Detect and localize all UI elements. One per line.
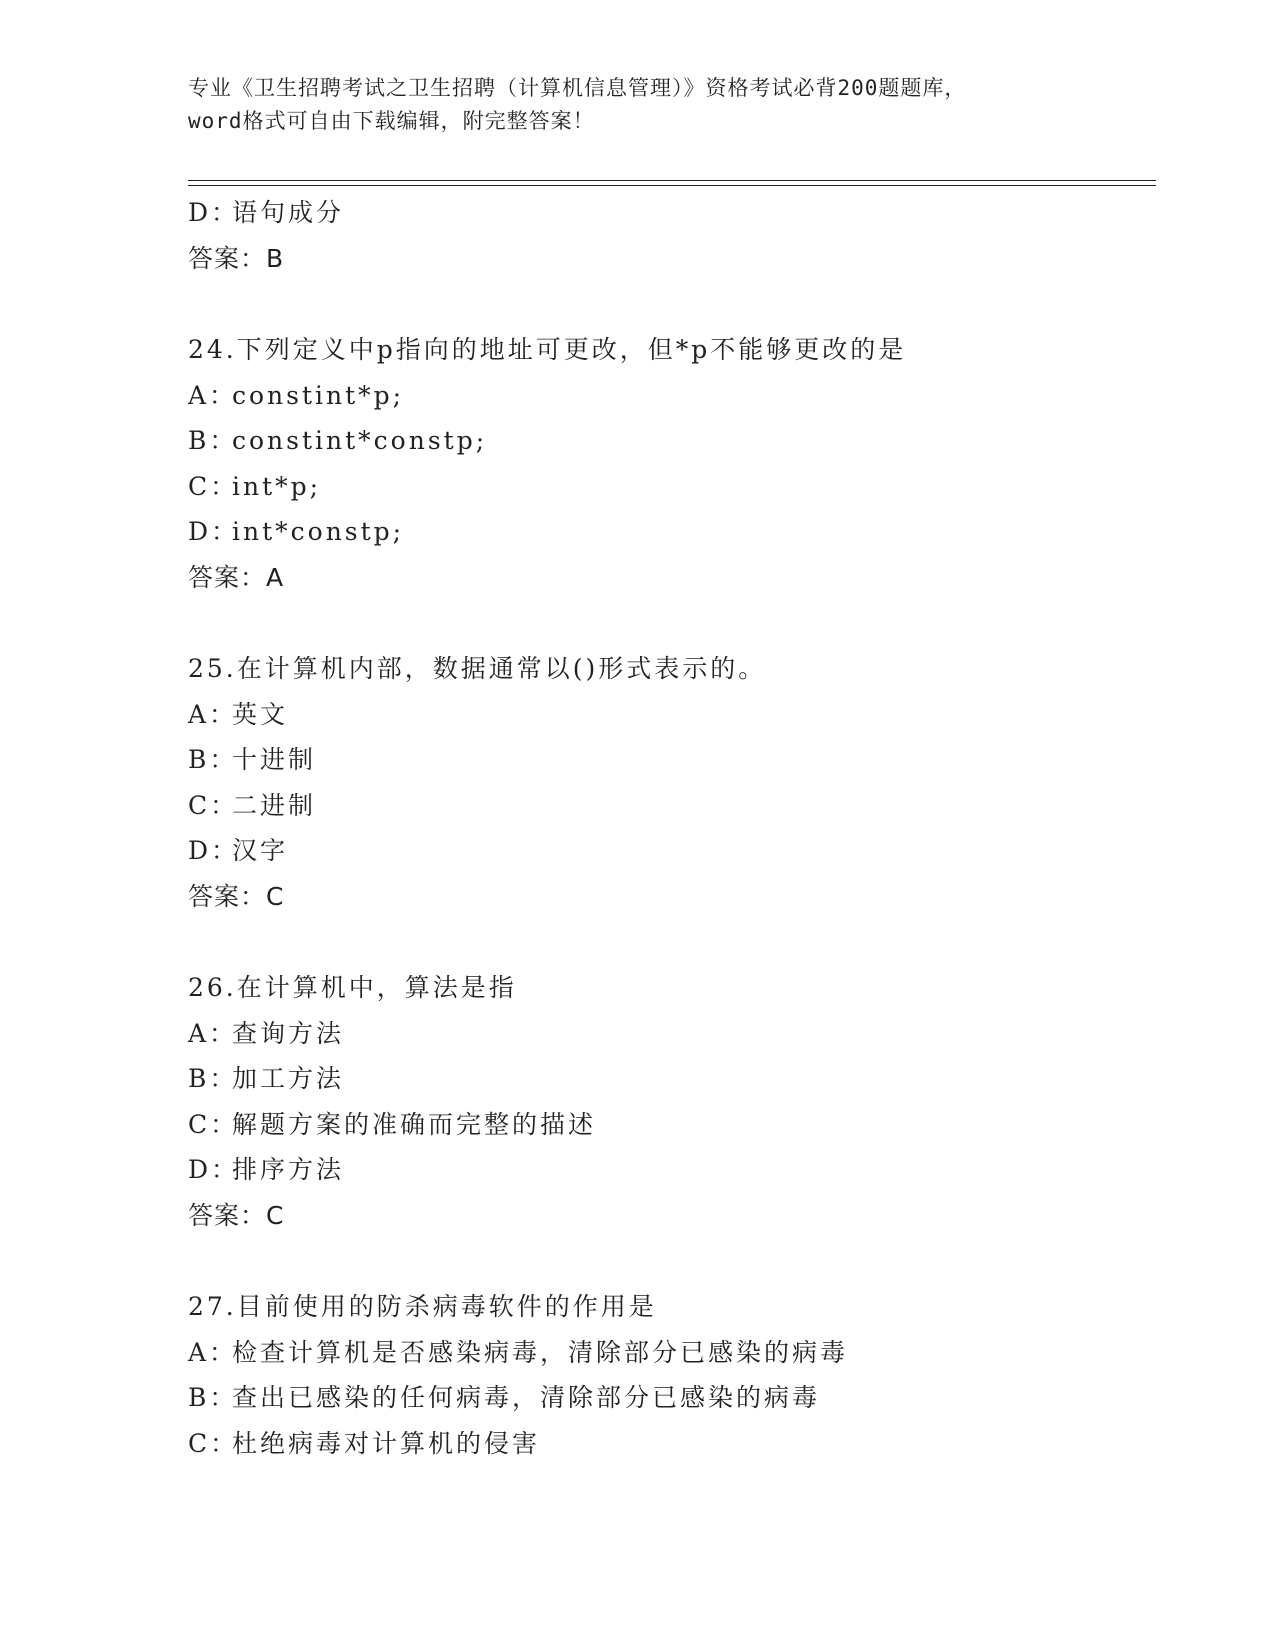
option-label: D： (188, 836, 240, 865)
option-text: 语句成分 (232, 198, 345, 227)
question-block-24 (188, 327, 1156, 600)
option-row (188, 509, 1156, 555)
option-text: 排序方法 (232, 1155, 345, 1184)
page-header (188, 72, 1108, 138)
option-text: 汉字 (232, 836, 289, 865)
option-text: 杜绝病毒对计算机的侵害 (232, 1428, 541, 1458)
option-label: B： (188, 1383, 238, 1412)
question-block-25 (188, 646, 1156, 919)
option-label: A： (188, 380, 238, 410)
option-row (188, 190, 1156, 236)
question-block-26 (188, 965, 1156, 1238)
option-row (188, 1102, 1156, 1148)
question-block-prev (188, 190, 1156, 281)
question-stem: 26.在计算机中，算法是指 (188, 973, 517, 1002)
option-label: A： (188, 1018, 238, 1048)
option-text: 二进制 (232, 790, 317, 820)
header-line-2: word格式可自由下载编辑，附完整答案！ (188, 109, 595, 133)
option-label: B： (188, 426, 238, 455)
option-label: B： (188, 1064, 238, 1093)
question-stem: 24.下列定义中p指向的地址可更改，但*p不能够更改的是 (188, 335, 907, 364)
option-text: 解题方案的准确而完整的描述 (232, 1109, 597, 1139)
header-rule-top (188, 180, 1156, 181)
option-label: C： (188, 1428, 239, 1458)
question-stem: 25.在计算机内部，数据通常以()形式表示的。 (188, 654, 767, 683)
answer-line: 答案：C (188, 881, 285, 911)
answer-line: 答案：B (188, 243, 285, 273)
option-label: D： (188, 1155, 240, 1184)
option-text: 十进制 (232, 745, 317, 774)
option-text: 检查计算机是否感染病毒，清除部分已感染的病毒 (232, 1337, 849, 1367)
option-row (188, 373, 1156, 419)
option-text: constint*p; (232, 380, 405, 410)
option-row (188, 692, 1156, 738)
option-text: int*p; (232, 471, 322, 501)
option-text: 查出已感染的任何病毒，清除部分已感染的病毒 (232, 1383, 821, 1412)
option-text: 查询方法 (232, 1018, 345, 1048)
option-label: B： (188, 745, 238, 774)
question-block-27 (188, 1284, 1156, 1466)
option-row (188, 1330, 1156, 1376)
option-row (188, 828, 1156, 874)
header-line-1: 专业《卫生招聘考试之卫生招聘（计算机信息管理）》资格考试必背200题题库， (188, 76, 967, 100)
option-row (188, 1421, 1156, 1467)
answer-line: 答案：C (188, 1200, 285, 1230)
option-row (188, 1375, 1156, 1421)
option-row (188, 783, 1156, 829)
option-row (188, 1011, 1156, 1057)
option-label: D： (188, 517, 240, 546)
option-row (188, 737, 1156, 783)
option-row (188, 1056, 1156, 1102)
question-list (188, 190, 1156, 1466)
question-stem: 27.目前使用的防杀病毒软件的作用是 (188, 1292, 657, 1321)
option-text: int*constp; (232, 517, 405, 546)
option-text: 加工方法 (232, 1064, 345, 1093)
option-label: C： (188, 471, 239, 501)
option-row (188, 1147, 1156, 1193)
option-label: C： (188, 790, 239, 820)
answer-line: 答案：A (188, 562, 285, 592)
option-row (188, 418, 1156, 464)
option-text: 英文 (232, 699, 289, 729)
option-label: D： (188, 198, 240, 227)
option-text: constint*constp; (232, 426, 488, 455)
header-rule-bottom (188, 185, 1156, 186)
option-label: C： (188, 1109, 239, 1139)
option-label: A： (188, 1337, 238, 1367)
option-label: A： (188, 699, 238, 729)
option-row (188, 464, 1156, 510)
